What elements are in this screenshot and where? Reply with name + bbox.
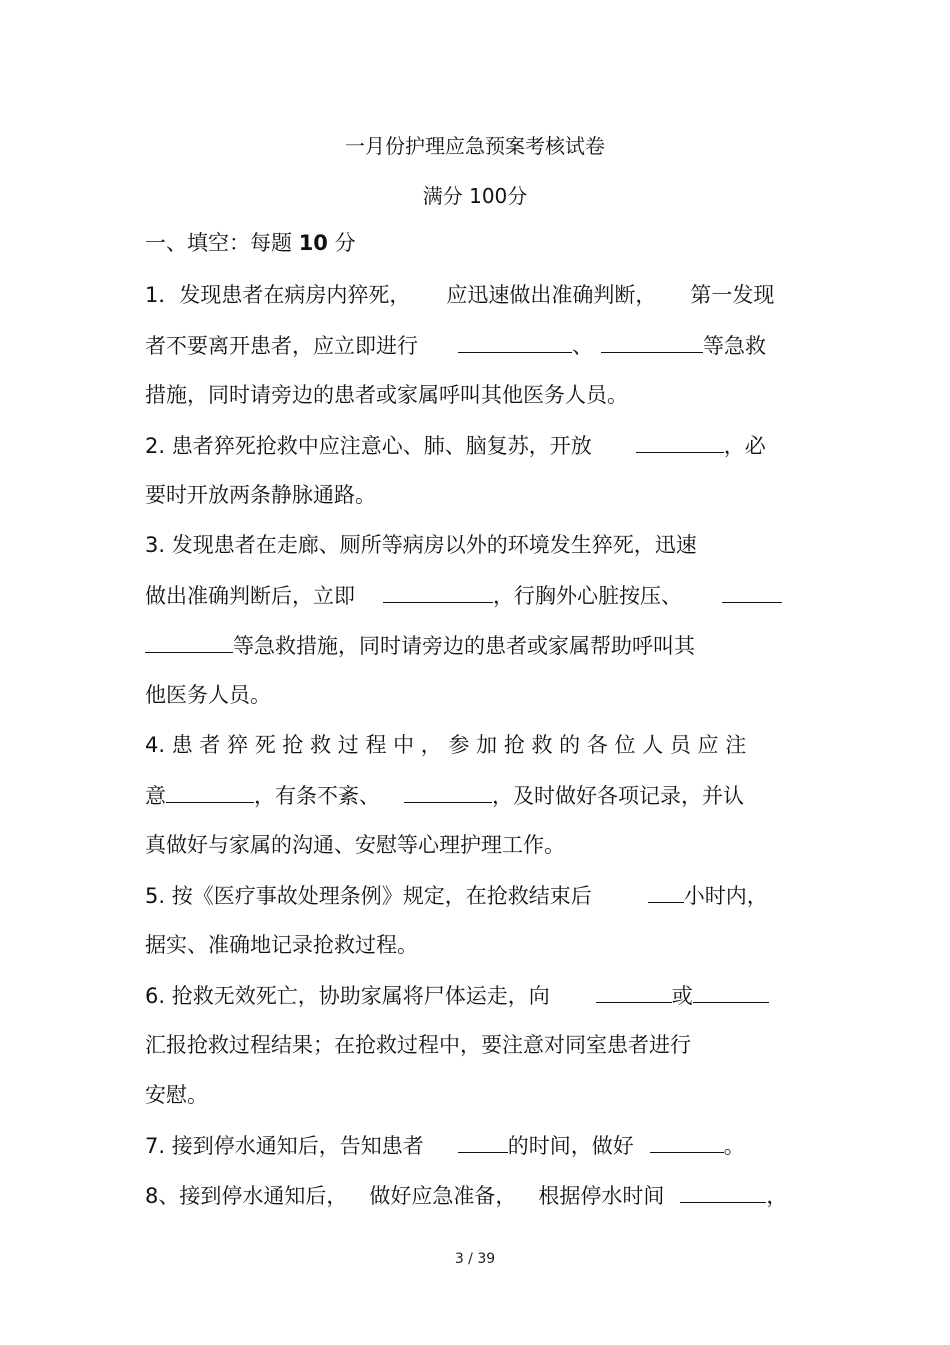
- text: ，行胸外心脏按压、: [493, 584, 682, 608]
- text: 汇报抢救过程结果；在抢救过程中，要注意对同室患者进行: [145, 1033, 691, 1057]
- text: 意: [145, 784, 166, 808]
- answer-blank[interactable]: [601, 330, 703, 353]
- question-4-line-1: [145, 730, 746, 760]
- text: 应迅速做出准确判断，: [446, 283, 657, 307]
- text: 者不要离开患者，应立即进行: [145, 334, 418, 358]
- text: 。: [723, 1134, 745, 1158]
- text: 做好应急准备，: [369, 1184, 517, 1208]
- answer-blank[interactable]: [636, 430, 724, 453]
- text: 措施，同时请旁边的患者或家属呼叫其他医务人员。: [145, 383, 628, 407]
- question-6-line-3: [145, 1080, 208, 1110]
- answer-blank[interactable]: [722, 580, 782, 603]
- question-1-line-2: [145, 330, 766, 361]
- text: 4. 患 者 猝 死 抢 救 过 程 中 ， 参 加 抢 救 的 各 位 人 员 应 注: [145, 733, 747, 757]
- section-heading-points: 10: [298, 231, 328, 255]
- question-3-line-2: [145, 580, 782, 611]
- text: 3. 发现患者在走廊、厕所等病房以外的环境发生猝死，迅速: [145, 533, 697, 557]
- answer-blank-continued[interactable]: [145, 630, 233, 653]
- question-5-line-1: [145, 880, 768, 911]
- answer-blank[interactable]: [166, 780, 254, 803]
- text: 8、接到停水通知后，: [145, 1184, 348, 1208]
- text: 2. 患者猝死抢救中应注意心、肺、脑复苏，开放: [145, 434, 592, 458]
- text: 6. 抢救无效死亡，协助家属将尸体运走，向: [145, 984, 550, 1008]
- answer-blank[interactable]: [404, 780, 492, 803]
- score-line: 满分 100分: [422, 184, 528, 208]
- answer-blank[interactable]: [458, 1130, 508, 1153]
- text: ，及时做好各项记录，并认: [492, 784, 744, 808]
- exam-title: 一月份护理应急预案考核试卷: [345, 134, 605, 158]
- text: 的时间，做好: [507, 1134, 634, 1158]
- question-2-line-2: [145, 480, 376, 510]
- question-1-line-3: [145, 380, 628, 410]
- text: 第一发现: [690, 283, 775, 307]
- text: 7. 接到停水通知后，告知患者: [145, 1134, 424, 1158]
- answer-blank[interactable]: [458, 330, 572, 353]
- question-7-line-1: [145, 1130, 745, 1161]
- page-number: 3 / 39: [454, 1251, 496, 1267]
- section-heading: [145, 228, 356, 258]
- question-8-line-1: [145, 1180, 787, 1211]
- section-heading-suffix: 分: [327, 231, 356, 255]
- question-3-line-3: [145, 630, 695, 661]
- text: 根据停水时间: [538, 1184, 665, 1208]
- answer-blank[interactable]: [650, 1130, 724, 1153]
- question-6-line-1: [145, 980, 769, 1011]
- text: 要时开放两条静脉通路。: [145, 483, 376, 507]
- text: 1．发现患者在病房内猝死，: [145, 283, 411, 307]
- question-4-line-2: [145, 780, 744, 811]
- text: 据实、准确地记录抢救过程。: [145, 933, 418, 957]
- question-3-line-4: [145, 680, 271, 710]
- answer-blank[interactable]: [383, 580, 493, 603]
- text: 或: [671, 984, 693, 1008]
- text: ，: [766, 1184, 788, 1208]
- answer-blank[interactable]: [648, 880, 684, 903]
- text: 等急救措施，同时请旁边的患者或家属帮助呼叫其: [233, 634, 695, 658]
- text: 他医务人员。: [145, 683, 271, 707]
- question-3-line-1: [145, 530, 697, 560]
- section-heading-prefix: 一、填空：每题: [145, 231, 299, 255]
- text: 小时内，: [683, 884, 768, 908]
- question-1-line-1: [145, 280, 774, 310]
- question-2-line-1: [145, 430, 766, 461]
- question-6-line-2: [145, 1030, 691, 1060]
- text: 5. 按《医疗事故处理条例》规定，在抢救结束后: [145, 884, 592, 908]
- text: 等急救: [703, 334, 766, 358]
- text: 、: [572, 334, 593, 358]
- text: 做出准确判断后，立即: [145, 584, 355, 608]
- answer-blank[interactable]: [596, 980, 672, 1003]
- question-4-line-3: [145, 830, 565, 860]
- question-5-line-2: [145, 930, 418, 960]
- answer-blank[interactable]: [680, 1180, 766, 1203]
- text: 真做好与家属的沟通、安慰等心理护理工作。: [145, 833, 565, 857]
- answer-blank[interactable]: [693, 980, 769, 1003]
- text: 安慰。: [145, 1083, 208, 1107]
- text: ，必: [723, 434, 766, 458]
- text: ，有条不紊、: [254, 784, 380, 808]
